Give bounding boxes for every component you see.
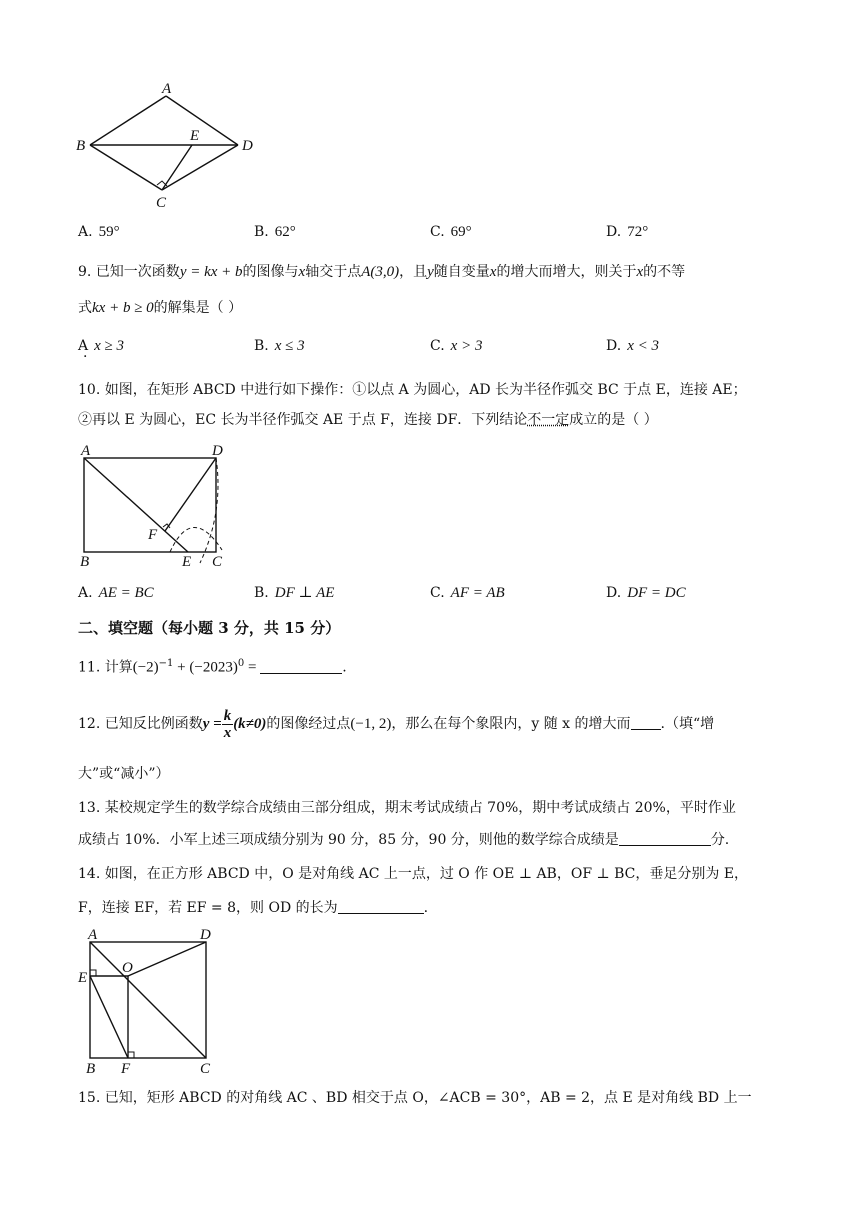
label-D: D [212, 443, 223, 459]
q11: 11. 计算$(-2)^{-1} + (-2023)^0$ = . [78, 658, 347, 676]
figure-q10-rectangle [72, 442, 242, 572]
q8-option-c[interactable]: C. 69° [430, 224, 472, 240]
q9-stem-line2: 式kx + b ≥ 0的解集是（ ） [78, 300, 243, 316]
label-B: B [80, 554, 90, 570]
q15-line1: 15. 已知，矩形 ABCD 的对角线 AC 、BD 相交于点 O，∠ACB = 30°，AB = 2，点 E 是对角线 BD 上一 [78, 1090, 752, 1106]
q10-stem-line1: 10. 如图，在矩形 ABCD 中进行如下操作：①以点 A 为圆心，AD 长为半径作弧交 BC 于点 E，连接 AE； [78, 382, 747, 398]
q12-answer-blank[interactable] [631, 715, 661, 730]
q8-option-b[interactable]: B. 62° [254, 224, 296, 240]
label-E: E [78, 970, 88, 986]
label-E: E [190, 128, 200, 144]
figure-q14-square [74, 926, 224, 1076]
q12-line2: 大”或“减小”） [78, 766, 170, 782]
label-A: A [88, 927, 98, 943]
q10-option-b[interactable]: B. DF ⊥ AE [254, 585, 335, 601]
label-D: D [242, 138, 253, 154]
q10-option-a[interactable]: A. AE = BC [78, 585, 154, 601]
q9-option-c[interactable]: C. x > 3 [430, 338, 483, 354]
q9-option-d[interactable]: D. x < 3 [606, 338, 659, 354]
label-C: C [200, 1061, 211, 1076]
label-F: F [121, 1061, 131, 1076]
q14-line1: 14. 如图，在正方形 ABCD 中，O 是对角线 AC 上一点，过 O 作 OE ⊥ AB，OF ⊥ BC，垂足分别为 E， [78, 866, 749, 882]
label-O: O [122, 960, 133, 976]
figure-q8-rhombus [70, 80, 270, 210]
label-B: B [76, 138, 86, 154]
q10-option-c[interactable]: C. AF = AB [430, 585, 505, 601]
label-D: D [200, 927, 211, 943]
q10-option-d[interactable]: D. DF = DC [606, 585, 686, 601]
label-A: A [81, 443, 91, 459]
q13-answer-blank[interactable] [619, 831, 711, 846]
q9-option-a[interactable]: A · x ≥ 3 [78, 336, 124, 356]
label-B: B [86, 1061, 96, 1076]
label-C: C [212, 554, 223, 570]
q8-option-d[interactable]: D. 72° [606, 224, 649, 240]
label-C: C [156, 195, 167, 210]
q13-line2: 成绩占 10%．小军上述三项成绩分别为 90 分，85 分，90 分，则他的数学综合成绩是 分. [78, 832, 730, 848]
label-F: F [148, 527, 158, 543]
label-E: E [182, 554, 192, 570]
label-A: A [162, 81, 172, 97]
q14-answer-blank[interactable] [338, 899, 424, 914]
q12-line1: 12. 已知反比例函数y = $\frac{k}{x}$ (k≠0)的图像经过点(−1, 2)，那么在每个象限内，y 随 x 的增大而 .（填“增 [78, 707, 715, 741]
q14-line2: F，连接 EF，若 EF = 8，则 OD 的长为 . [78, 900, 429, 916]
q8-option-a[interactable]: A. 59° [78, 224, 120, 240]
q10-stem-line2: ②再以 E 为圆心，EC 长为半径作弧交 AE 于点 F，连接 DF．下列结论不一定成立的是（ ） [78, 412, 658, 428]
q13-line1: 13. 某校规定学生的数学综合成绩由三部分组成，期末考试成绩占 70%，期中考试成绩占 20%，平时作业 [78, 800, 736, 816]
section-heading: 二、填空题（每小题 3 分，共 15 分） [78, 619, 341, 637]
q9-option-b[interactable]: B. x ≤ 3 [254, 338, 305, 354]
q11-answer-blank[interactable] [260, 659, 342, 674]
q9-stem-line1: 9. 已知一次函数y = kx + b的图像与x轴交于点A(3,0)，且y随自变量x的增大而增大，则关于x的不等 [78, 264, 686, 280]
